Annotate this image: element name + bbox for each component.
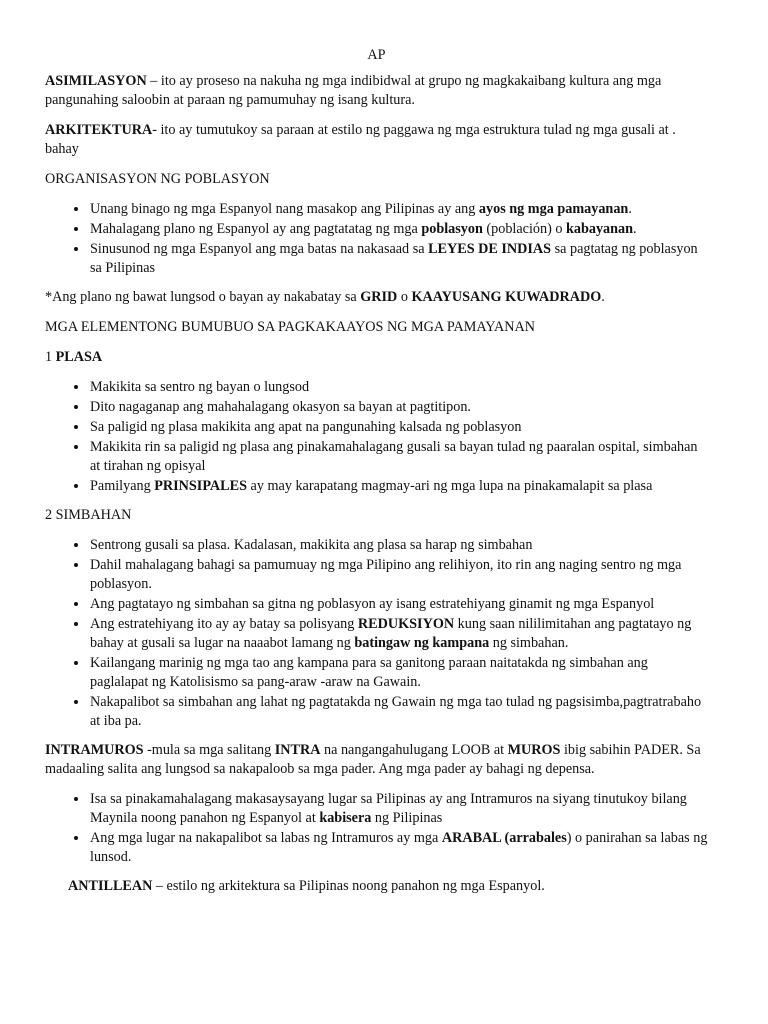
antillean-paragraph bbox=[45, 877, 708, 896]
intramuros-list bbox=[45, 790, 708, 867]
list-item: • Makikita sa sentro ng bayan o lungsod bbox=[89, 378, 708, 397]
simbahan-list bbox=[45, 536, 708, 731]
list-item: • Sa paligid ng plasa makikita ang apat na pangunahing kalsada ng poblasyon bbox=[89, 418, 708, 437]
list-item: • Pamilyang PRINSIPALES ay may karapatang magmay-ari ng mga lupa na pinakamalapit sa plasa bbox=[89, 477, 708, 496]
simbahan-heading: 2 SIMBAHAN bbox=[45, 507, 132, 523]
organisasyon-list bbox=[45, 200, 708, 278]
list-item: • Sentrong gusali sa plasa. Kadalasan, makikita ang plasa sa harap ng simbahan bbox=[89, 536, 708, 555]
arkitektura-text: - ito ay tumutukoy sa paraan at estilo ng paggawa ng mga estruktura tulad ng mga gusali at . bahay bbox=[45, 122, 676, 157]
list-item: • Mahalagang plano ng Espanyol ay ang pagtatatag ng mga poblasyon (población) o kabayanan. bbox=[89, 220, 708, 239]
elements-heading: MGA ELEMENTONG BUMUBUO SA PAGKAKAAYOS NG MGA PAMAYANAN bbox=[45, 319, 535, 335]
list-item: • Ang mga lugar na nakapalibot sa labas ng Intramuros ay mga ARABAL (arrabales) o panirahan sa labas ng lunsod. bbox=[89, 829, 708, 867]
list-item: • Ang pagtatayo ng simbahan sa gitna ng poblasyon ay isang estratehiyang ginamit ng mga Espanyol bbox=[89, 595, 708, 614]
asimilasyon-term: ASIMILASYON bbox=[45, 73, 147, 89]
page-title: AP bbox=[367, 47, 386, 63]
grid-note: *Ang plano ng bawat lungsod o bayan ay nakabatay sa GRID o KAAYUSANG KUWADRADO. bbox=[45, 289, 605, 305]
organisasyon-heading: ORGANISASYON NG POBLASYON bbox=[45, 171, 270, 187]
list-item: • Dahil mahalagang bahagi sa pamumuay ng mga Pilipino ang relihiyon, ito rin ang naging sentro ng mga poblasyon. bbox=[89, 556, 708, 594]
list-item: • Nakapalibot sa simbahan ang lahat ng pagtatakda ng Gawain ng mga tao tulad ng pagsisimba,pagtratrabaho at iba pa. bbox=[89, 693, 708, 731]
asimilasyon-text: – ito ay proseso na nakuha ng mga indibidwal at grupo ng magkakaibang kultura ang mga pangunahing saloobin at paraan ng pamumuhay ng isang kultura. bbox=[45, 73, 662, 108]
antillean-term: ANTILLEAN bbox=[68, 878, 153, 894]
arkitektura-paragraph bbox=[45, 121, 708, 159]
list-item: • Sinusunod ng mga Espanyol ang mga batas na nakasaad sa LEYES DE INDIAS sa pagtatag ng poblasyon sa Pilipinas bbox=[89, 240, 708, 278]
list-item: • Unang binago ng mga Espanyol nang masakop ang Pilipinas ay ang ayos ng mga pamayanan. bbox=[89, 200, 708, 219]
intramuros-paragraph: INTRAMUROS -mula sa mga salitang INTRA na nangangahulugang LOOB at MUROS ibig sabihin PADER. Sa madaaling salita ang lungsod sa nakapaloob sa mga pader. Ang mga pader ay bahagi ng depensa. bbox=[45, 742, 701, 777]
list-item: • Kailangang marinig ng mga tao ang kampana para sa ganitong paraan naitatakda ng simbahan ang paglalapat ng Katolisismo sa pang-araw -araw na Gawain. bbox=[89, 654, 708, 692]
list-item: • Ang estratehiyang ito ay ay batay sa polisyang REDUKSIYON kung saan nililimitahan ang pagtatayo ng bahay at gusali sa lugar na naaabot lamang ng batingaw ng kampana ng simbahan. bbox=[89, 615, 708, 653]
asimilasyon-paragraph bbox=[45, 72, 708, 110]
plasa-heading: 1 PLASA bbox=[45, 349, 103, 365]
list-item: • Isa sa pinakamahalagang makasaysayang lugar sa Pilipinas ay ang Intramuros na siyang tinutukoy bilang Maynila noong panahon ng Espanyol at kabisera ng Pilipinas bbox=[89, 790, 708, 828]
list-item: • Makikita rin sa paligid ng plasa ang pinakamahalagang gusali sa bayan tulad ng paaralan ospital, simbahan at tirahan ng opisyal bbox=[89, 438, 708, 476]
plasa-list bbox=[45, 378, 708, 496]
antillean-text: – estilo ng arkitektura sa Pilipinas noong panahon ng mga Espanyol. bbox=[152, 878, 545, 894]
list-item: • Dito nagaganap ang mahahalagang okasyon sa bayan at pagtitipon. bbox=[89, 398, 708, 417]
arkitektura-term: ARKITEKTURA bbox=[45, 122, 153, 138]
